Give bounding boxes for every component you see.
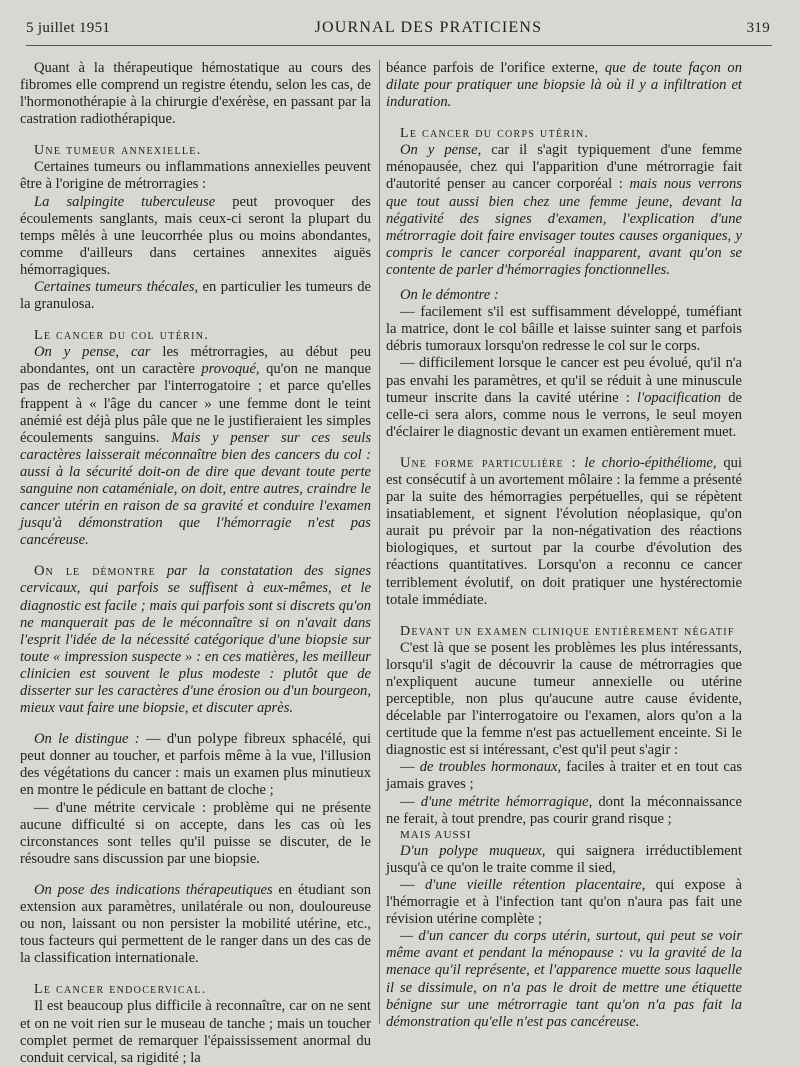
paragraph: — d'une métrite hémorragique, dont la méconnaissance ne ferait, à tout prendre, pas courir grand risque ; <box>386 793 742 827</box>
right-column <box>386 60 743 1030</box>
paragraph: Une forme particulière : le chorio-épithéliome, qui est consécutif à un avortement môlaire : la femme a présenté par la suite des hémorragies perpétuelles, qui se répètent insatiablement, et signent l'évolution néoplasique, qu'on aurait pu prévoir par la non-négativation des réactions biologiques, et surtout par la courbe d'évolution des réactions quantitatives. Lorsqu'on a reconnu ce cancer terriblement évolutif, on doit pratiquer une hystérectomie totale immédiate. <box>386 454 743 608</box>
paragraph: béance parfois de l'orifice externe, que de toute façon on dilate pour pratiquer une biopsie là où il y a infiltration et induration. <box>386 60 742 111</box>
paragraph: Certaines tumeurs ou inflammations annexielles peuvent être à l'origine de métrorragies : <box>20 159 371 193</box>
paragraph: — de troubles hormonaux, faciles à traiter et en tout cas jamais graves ; <box>386 759 742 793</box>
paragraph: C'est là que se posent les problèmes les plus intéressants, lorsqu'il s'agit de découvrir la cause de métrorragies que n'expliquent aucune tumeur annexielle ou utérine perceptible, non plus qu'aucune autre cause évidente, décelable par l'interrogatoire ou l'examen, alors qu'on a la certitude que la femme n'est pas actuellement enceinte. Si le diagnostic est si intéressant, c'est qu'il peut s'agir : <box>386 639 742 759</box>
paragraph: On le démontre par la constatation des signes cervicaux, qui parfois se suffisent à eux-mêmes, et le diagnostic est facile ; mais qui parfois sont si discrets qu'on ne manquerait pas de le méconnaître si on n'avait dans l'esprit l'idée de la nécessité catégorique d'une biopsie sur toute « impression suspecte » : en ces matières, les meilleur clinicien est souvent le plus modeste : plutôt que de disserter sur les caractères d'une érosion ou d'un bourgeon, mieux vaut faire une biopsie, et discuter après. <box>20 563 371 717</box>
paragraph: — difficilement lorsque le cancer est peu évolué, qu'il n'a pas envahi les paramètres, et qu'il se réduit à une minuscule tumeur inscrite dans la cavité utérine : l'opacification de celle-ci sera alors, comme nous le verrons, le seul moyen d'éclairer le diagnostic devant un examen entièrement muet. <box>386 355 742 440</box>
section-heading-corpus-cancer: Le cancer du corps utérin. <box>400 126 590 142</box>
journal-title: JOURNAL DES PRATICIENS <box>314 19 543 36</box>
paragraph: On le démontre : <box>400 287 499 304</box>
paragraph: — facilement s'il est suffisamment développé, tuméfiant la matrice, dont le col bâille et laisse suinter sang et parfois débris tumoraux lorsqu'on redresse le col sur le corps. <box>386 304 742 355</box>
left-column <box>20 60 372 1066</box>
paragraph: D'un polype muqueux, qui saignera irréductiblement jusqu'à ce qu'on le traite comme il sied, <box>386 842 742 876</box>
running-head <box>26 14 770 42</box>
paragraph: Il est beaucoup plus difficile à reconnaître, car on ne sent et on ne voit rien sur le museau de tanche ; mais un toucher complet permet de remarquer l'épaississement anormal du conduit cervical, sa rigidité ; la <box>20 998 371 1066</box>
section-heading-negative-exam: Devant un examen clinique entièrement négatif <box>400 623 735 639</box>
paragraph: On pose des indications thérapeutiques en étudiant son extension aux paramètres, unilatérale ou non, douloureuse ou non, laissant ou non persister la mobilité utérine, etc., tous facteurs qui permettent de le ranger dans un des cas de la classification internationale. <box>20 881 371 967</box>
paragraph: — d'un cancer du corps utérin, surtout, qui peut se voir même avant et pendant la ménopause : vu la gravité de la menace qu'il représente, et l'apparence muette sous laquelle il se dissimule, on n'a pas le droit de mettre une étiquette bénigne sur une métrorragie tant qu'on n'a pas fait la démonstration qu'elle n'est pas cancéreuse. <box>386 928 742 1030</box>
subheading-mais-aussi: MAIS AUSSI <box>400 828 472 841</box>
paragraph: — d'une métrite cervicale : problème qui ne présente aucune difficulté si on accepte, dans les cas où les circonstances sont telles qu'il puisse se discuter, de le résoudre sans discussion par une biopsie. <box>20 799 371 867</box>
issue-date: 5 juillet 1951 <box>26 19 111 36</box>
paragraph: On y pense, car les métrorragies, au début peu abondantes, ont un caractère provoqué, qu'on ne manque pas de rechercher par l'interrogatoire ; et parce qu'elles frappent à « l'âge du cancer » une femme dont le teint anémié est déjà plus pâle que ne le justifieraient les simples écoulements sanguins. Mais y penser sur ces seuls caractères laisserait méconnaître bien des cancers du col : aussi à la sécurité doit-on de dire que devant toute perte sanguine non cataméniale, on doit, entre autres, craindre le cancer utérin en raison de sa gravité et conduire l'examen jusqu'à démonstration que l'hémorragie n'est pas cancéreuse. <box>20 344 372 549</box>
paragraph: On y pense, car il s'agit typiquement d'une femme ménopausée, chez qui l'apparition d'une métrorragie fait d'autorité penser au cancer corporéal : mais nous verrons que tout aussi bien chez une femme jeune, devant la négativité des signes d'examen, l'explication d'une métrorragie doit faire envisager toutes causes organiques, y compris le cancer corporéal inapparent, avant qu'on se contente de parler d'hémorragies fonctionnelles. <box>386 142 742 278</box>
page-number: 319 <box>746 19 770 36</box>
paragraph: — d'une vieille rétention placentaire, qui expose à l'hémorragie et à l'infection tant qu'on n'aura pas fait une révision utérine complète ; <box>386 876 742 928</box>
section-heading-annexial-tumor: Une tumeur annexielle. <box>34 143 202 159</box>
paragraph: Certaines tumeurs thécales, en particulier les tumeurs de la granulosa. <box>20 279 371 313</box>
paragraph: La salpingite tuberculeuse peut provoquer des écoulements sanglants, mais ceux-ci seront la plupart du temps mêlés à une leucorrhée plus ou moins abondantes, comme d'ailleurs dans certaines annexites aiguës hémorragiques. <box>20 193 371 278</box>
section-heading-endocervical-cancer: Le cancer endocervical. <box>34 982 207 998</box>
paragraph: On le distingue : — d'un polype fibreux sphacélé, qui peut donner au toucher, et parfois même à la vue, l'illusion des végétations du cancer : mais un examen plus minutieux en montre le pédicule en battant de cloche ; <box>20 731 371 799</box>
paragraph: Quant à la thérapeutique hémostatique au cours des fibromes elle comprend un registre étendu, selon les cas, de l'hormonothérapie à la chirurgie d'exérèse, en passant par la castration radiothérapique. <box>20 60 371 128</box>
column-rule <box>379 60 380 1024</box>
header-rule <box>26 45 772 46</box>
section-heading-cervical-cancer: Le cancer du col utérin. <box>34 328 210 344</box>
